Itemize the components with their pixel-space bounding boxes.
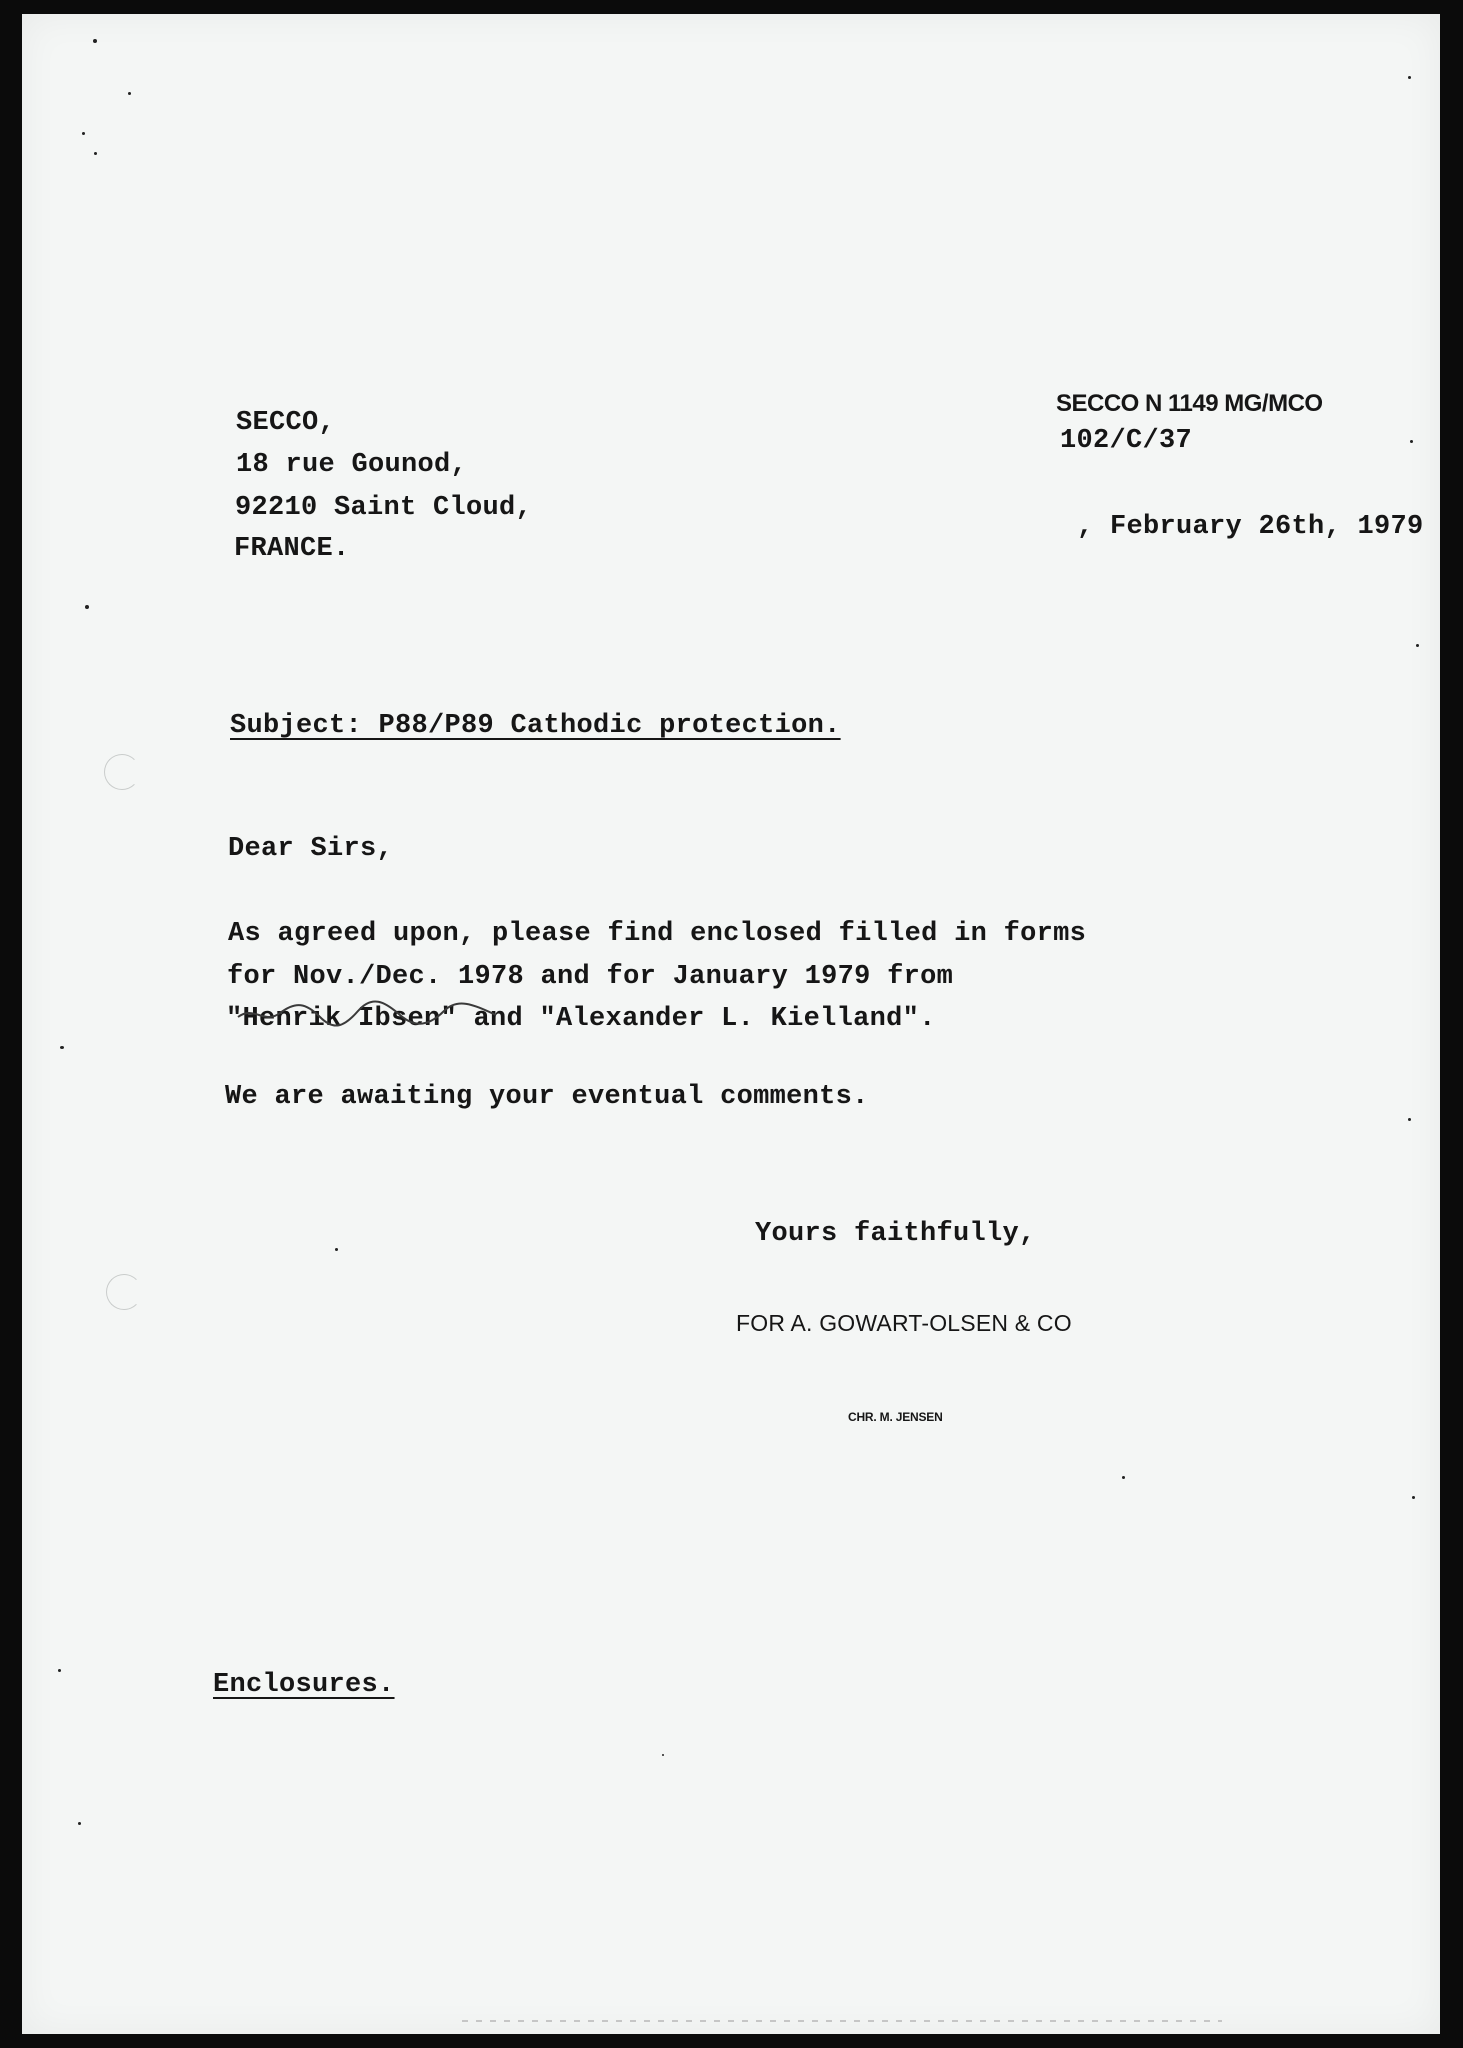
punch-hole-mark	[104, 754, 140, 790]
scan-speck	[85, 605, 89, 609]
recipient-name: SECCO,	[236, 408, 336, 438]
scan-speck	[60, 1046, 64, 1049]
scan-speck	[335, 1248, 338, 1251]
body-line-2: for Nov./Dec. 1978 and for January 1979 from	[227, 962, 954, 992]
scan-speck	[93, 39, 97, 43]
scan-edge-noise	[462, 2020, 1222, 2022]
scan-speck	[128, 92, 131, 95]
letter-page	[22, 14, 1440, 2034]
scan-speck	[94, 152, 97, 155]
reference-line-1: SECCO N 1149 MG/MCO	[1056, 390, 1323, 417]
recipient-country: FRANCE.	[234, 534, 350, 564]
recipient-street: 18 rue Gounod,	[236, 450, 468, 480]
scan-speck	[1416, 644, 1419, 647]
scan-speck	[78, 1822, 81, 1825]
body-line-3: "Henrik Ibsen" and "Alexander L. Kielland".	[226, 1004, 936, 1034]
scan-speck	[1122, 1476, 1125, 1479]
enclosures-label: Enclosures.	[213, 1670, 395, 1700]
company-stamp: FOR A. GOWART-OLSEN & CO	[736, 1310, 1072, 1336]
closing: Yours faithfully,	[755, 1219, 1036, 1249]
scan-speck	[58, 1669, 61, 1672]
letter-date: , February 26th, 1979	[1077, 512, 1424, 542]
scan-speck	[662, 1754, 664, 1756]
recipient-city: 92210 Saint Cloud,	[235, 493, 533, 523]
body-line-4: We are awaiting your eventual comments.	[225, 1082, 869, 1112]
reference-line-2: 102/C/37	[1060, 426, 1193, 456]
body-line-1: As agreed upon, please find enclosed filled in forms	[228, 919, 1087, 949]
scan-speck	[1408, 1118, 1411, 1121]
scan-speck	[1408, 76, 1411, 79]
signatory-stamp: CHR. M. JENSEN	[848, 1410, 943, 1424]
subject-line: Subject: P88/P89 Cathodic protection.	[230, 711, 841, 741]
punch-hole-mark	[106, 1274, 142, 1310]
scan-speck	[82, 132, 85, 135]
salutation: Dear Sirs,	[228, 834, 394, 864]
scan-speck	[1410, 440, 1413, 443]
scan-speck	[1412, 1496, 1415, 1499]
handwritten-strikethrough	[234, 999, 504, 1029]
